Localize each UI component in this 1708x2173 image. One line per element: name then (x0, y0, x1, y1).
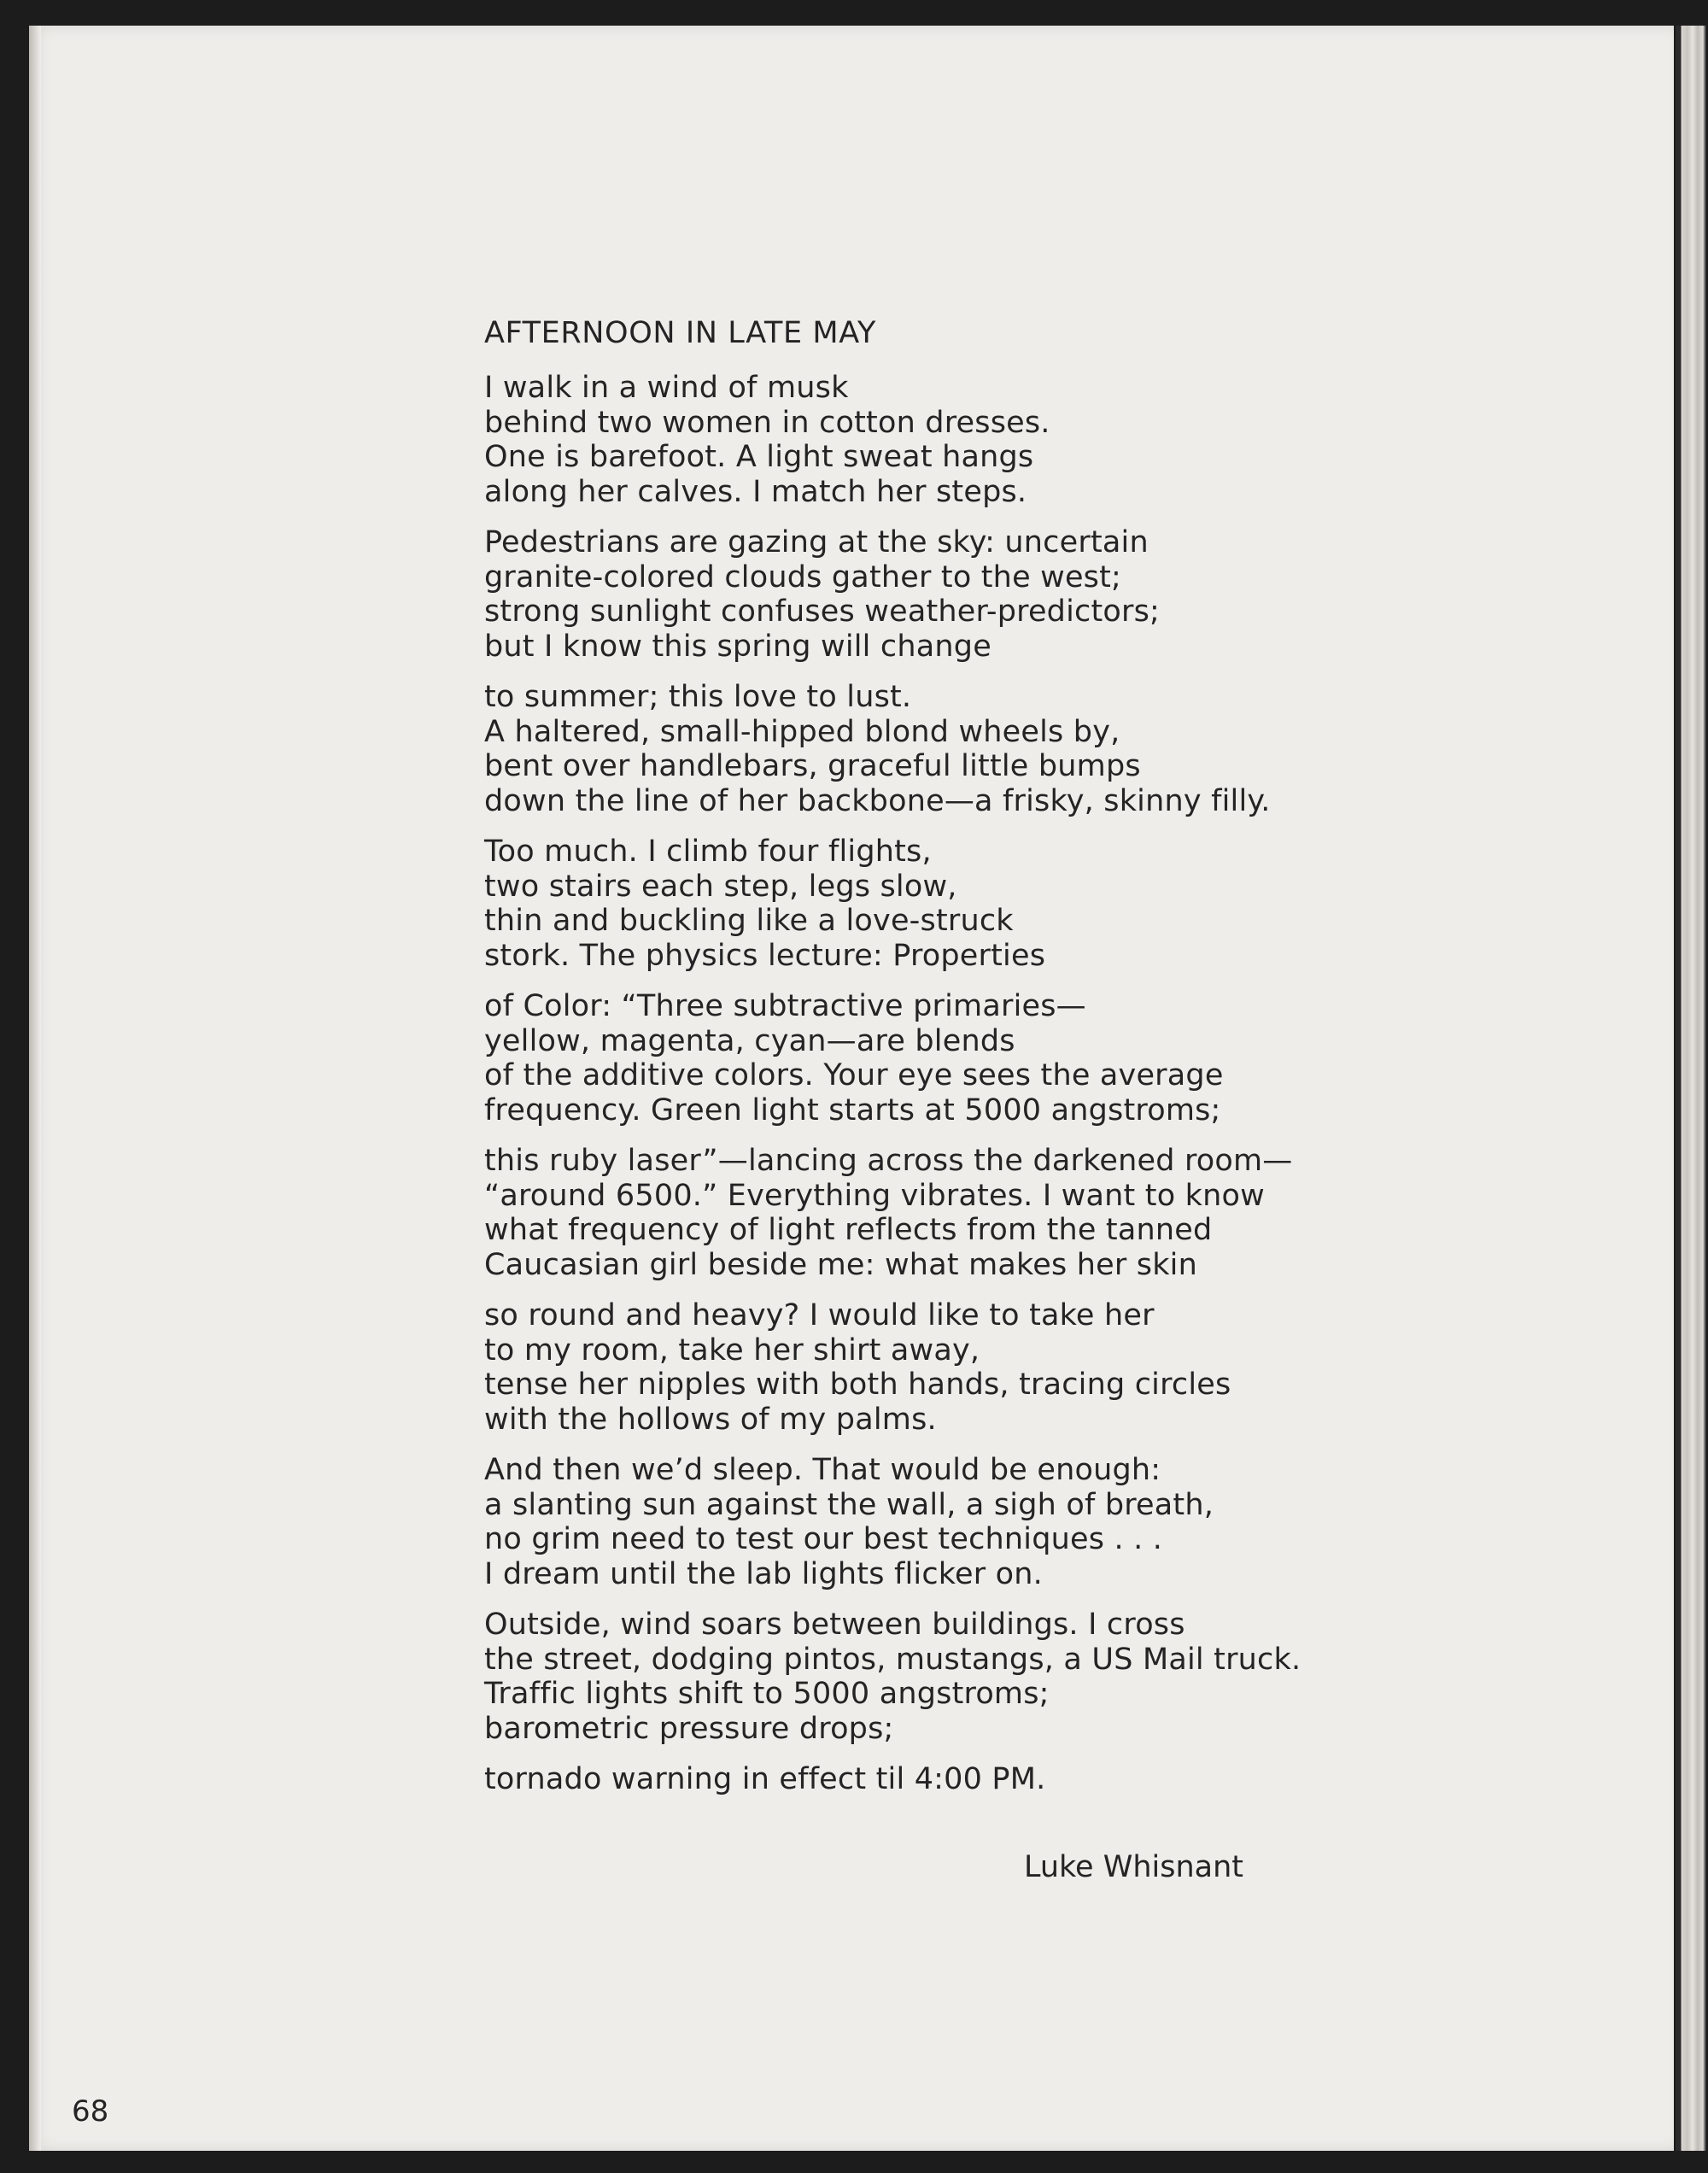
poem-line: thin and buckling like a love-struck (484, 904, 1014, 938)
poem-line: the street, dodging pintos, mustangs, a US Mail truck. (484, 1642, 1301, 1677)
stanza-7 (484, 1298, 1338, 1437)
poem-line: stork. The physics lecture: Properties (484, 938, 1046, 973)
poem-line: strong sunlight confuses weather-predictors; (484, 594, 1161, 629)
poem-line: granite-colored clouds gather to the west; (484, 559, 1122, 594)
poem-line: Pedestrians are gazing at the sky: uncertain (484, 525, 1149, 559)
stanza-6 (484, 1144, 1338, 1282)
poem-line: Traffic lights shift to 5000 angstroms; (484, 1677, 1050, 1711)
poem-line: behind two women in cotton dresses. (484, 405, 1050, 440)
poem (484, 314, 1338, 1813)
page-number: 68 (72, 2094, 109, 2129)
poem-line: but I know this spring will change (484, 629, 991, 664)
stanza-1 (484, 371, 1338, 509)
stanza-3 (484, 680, 1338, 818)
poem-line: One is barefoot. A light sweat hangs (484, 440, 1034, 474)
poem-line: to summer; this love to lust. (484, 680, 912, 714)
poem-title: AFTERNOON IN LATE MAY (484, 316, 877, 350)
poem-line: bent over handlebars, graceful little bumps (484, 749, 1141, 783)
stanza-4 (484, 835, 1338, 973)
poem-line: of Color: “Three subtractive primaries— (484, 989, 1086, 1023)
poem-line: a slanting sun against the wall, a sigh of breath, (484, 1487, 1214, 1522)
poem-line: with the hollows of my palms. (484, 1402, 937, 1437)
stanza-5 (484, 989, 1338, 1128)
poem-line: along her calves. I match her steps. (484, 474, 1027, 509)
poem-line: what frequency of light reflects from the tanned (484, 1213, 1213, 1247)
poem-line: I walk in a wind of musk (484, 371, 849, 405)
poem-line: two stairs each step, legs slow, (484, 869, 957, 904)
poem-line: tense her nipples with both hands, tracing circles (484, 1368, 1231, 1402)
poem-line: no grim need to test our best techniques . . . (484, 1522, 1163, 1556)
poem-line: barometric pressure drops; (484, 1711, 894, 1746)
poem-line: “around 6500.” Everything vibrates. I want to know (484, 1178, 1265, 1213)
poem-line: of the additive colors. Your eye sees the average (484, 1058, 1224, 1092)
poem-line: Outside, wind soars between buildings. I cross (484, 1608, 1185, 1642)
stanza-10 (484, 1762, 1338, 1797)
poem-line: And then we’d sleep. That would be enough: (484, 1453, 1161, 1487)
poem-line: this ruby laser”—lancing across the darkened room— (484, 1144, 1293, 1178)
poem-line: Caucasian girl beside me: what makes her skin (484, 1247, 1197, 1282)
book-gutter (1676, 26, 1708, 2151)
stanza-2 (484, 525, 1338, 664)
stanza-9 (484, 1608, 1338, 1746)
page-left-edge (29, 26, 41, 2151)
poem-line: down the line of her backbone—a frisky, skinny filly. (484, 783, 1271, 818)
stanza-8 (484, 1453, 1338, 1591)
poem-line: I dream until the lab lights flicker on. (484, 1556, 1043, 1591)
poem-author: Luke Whisnant (1023, 1850, 1243, 1884)
poem-line: yellow, magenta, cyan—are blends (484, 1023, 1015, 1058)
poem-line: frequency. Green light starts at 5000 angstroms; (484, 1092, 1221, 1128)
poem-line: Too much. I climb four flights, (484, 835, 932, 869)
poem-line: so round and heavy? I would like to take her (484, 1298, 1155, 1332)
poem-line: tornado warning in effect til 4:00 PM. (484, 1762, 1046, 1796)
poem-line: A haltered, small-hipped blond wheels by, (484, 714, 1120, 749)
poem-line: to my room, take her shirt away, (484, 1332, 980, 1368)
